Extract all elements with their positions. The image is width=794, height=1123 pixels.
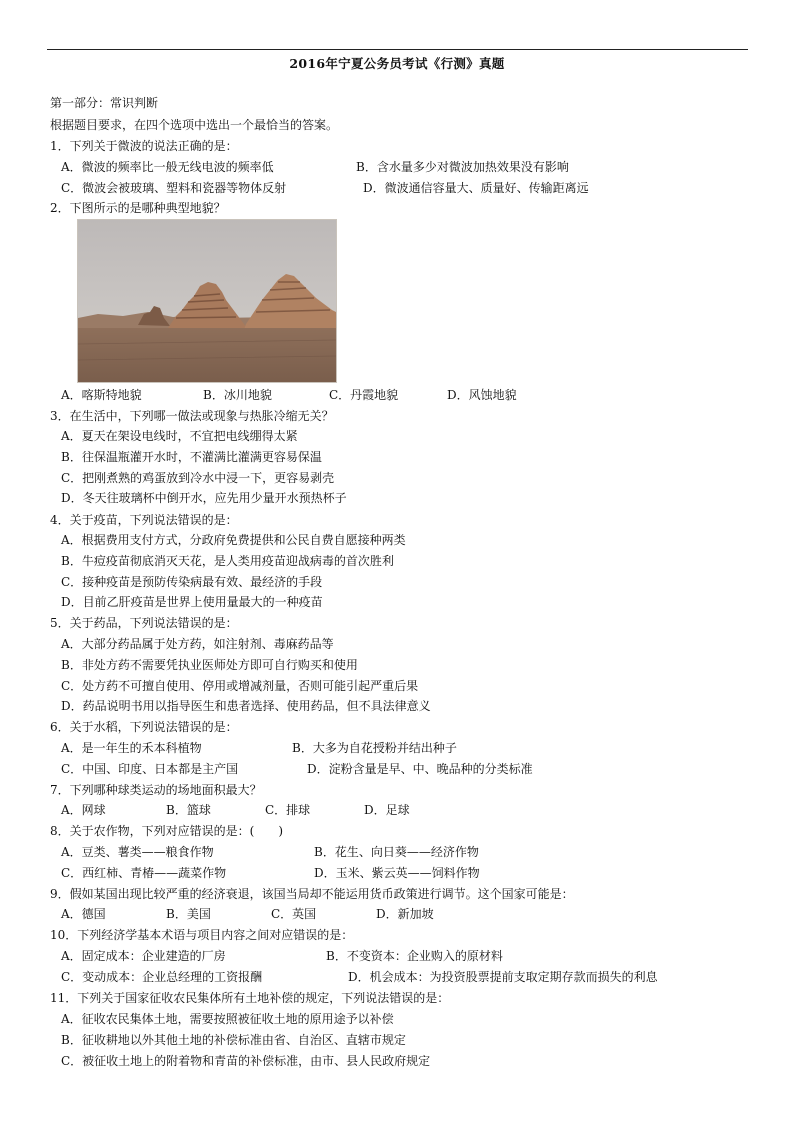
section-heading: 第一部分：常识判断 bbox=[50, 96, 159, 110]
question-stem-8: 8．关于农作物，下列对应错误的是：( ) bbox=[50, 824, 283, 838]
option-5b: B．非处方药不需要凭执业医师处方即可自行购买和使用 bbox=[61, 658, 358, 672]
option-10b: B．不变资本：企业购入的原材料 bbox=[326, 949, 503, 963]
question-stem-9: 9．假如某国出现比较严重的经济衰退，该国当局却不能运用货币政策进行调节。这个国家可能是： bbox=[50, 887, 574, 901]
option-10a: A．固定成本：企业建造的厂房 bbox=[61, 949, 226, 963]
option-5a: A．大部分药品属于处方药，如注射剂、毒麻药品等 bbox=[61, 637, 334, 651]
question-stem-3: 3．在生活中，下列哪一做法或现象与热胀冷缩无关？ bbox=[50, 409, 334, 423]
header-rule bbox=[47, 49, 748, 50]
option-4a: A．根据费用支付方式，分政府免费提供和公民自费自愿接种两类 bbox=[61, 533, 406, 547]
question-stem-10: 10．下列经济学基本术语与项目内容之间对应错误的是： bbox=[50, 928, 354, 942]
option-5d: D．药品说明书用以指导医生和患者选择、使用药品，但不具法律意义 bbox=[61, 699, 431, 713]
option-9a: A．德国 bbox=[61, 907, 106, 921]
option-3b: B．往保温瓶灌开水时，不灌满比灌满更容易保温 bbox=[61, 450, 322, 464]
option-10d: D．机会成本：为投资股票提前支取定期存款而损失的利息 bbox=[348, 970, 658, 984]
option-8b: B．花生、向日葵——经济作物 bbox=[314, 845, 479, 859]
option-11b: B．征收耕地以外其他土地的补偿标准由省、自治区、直辖市规定 bbox=[61, 1033, 406, 1047]
option-6d: D．淀粉含量是早、中、晚品种的分类标准 bbox=[307, 762, 533, 776]
option-6a: A．是一年生的禾本科植物 bbox=[61, 741, 202, 755]
option-2b: B．冰川地貌 bbox=[203, 388, 272, 402]
instruction-text: 根据题目要求，在四个选项中选出一个最恰当的答案。 bbox=[50, 118, 339, 132]
option-8c: C．西红柿、青椿——蔬菜作物 bbox=[61, 866, 227, 880]
option-2c: C．丹霞地貌 bbox=[329, 388, 399, 402]
question-stem-4: 4．关于疫苗，下列说法错误的是： bbox=[50, 513, 238, 527]
question-stem-11: 11．下列关于国家征收农民集体所有土地补偿的规定，下列说法错误的是： bbox=[50, 991, 450, 1005]
option-3a: A．夏天在架设电线时，不宜把电线绷得太紧 bbox=[61, 429, 298, 443]
option-7c: C．排球 bbox=[265, 803, 311, 817]
question-stem-2: 2．下图所示的是哪种典型地貌？ bbox=[50, 201, 226, 215]
option-6b: B．大多为自花授粉并结出种子 bbox=[292, 741, 457, 755]
option-9d: D．新加坡 bbox=[376, 907, 434, 921]
option-2d: D．风蚀地貌 bbox=[447, 388, 517, 402]
option-11a: A．征收农民集体土地，需要按照被征收土地的原用途予以补偿 bbox=[61, 1012, 394, 1026]
option-7d: D．足球 bbox=[364, 803, 410, 817]
question-stem-6: 6．关于水稻，下列说法错误的是： bbox=[50, 720, 238, 734]
option-2a: A．喀斯特地貌 bbox=[61, 388, 142, 402]
option-1a: A．微波的频率比一般无线电波的频率低 bbox=[61, 160, 274, 174]
option-1c: C．微波会被玻璃、塑料和瓷器等物体反射 bbox=[61, 181, 287, 195]
option-10c: C．变动成本：企业总经理的工资报酬 bbox=[61, 970, 263, 984]
option-9c: C．英国 bbox=[271, 907, 317, 921]
option-1b: B．含水量多少对微波加热效果没有影响 bbox=[356, 160, 569, 174]
page-title: 2016年宁夏公务员考试《行测》真题 bbox=[289, 56, 505, 71]
option-8a: A．豆类、薯类——粮食作物 bbox=[61, 845, 214, 859]
question-stem-5: 5．关于药品，下列说法错误的是： bbox=[50, 616, 238, 630]
option-4d: D．目前乙肝疫苗是世界上使用量最大的一种疫苗 bbox=[61, 595, 323, 609]
option-8d: D．玉米、紫云英——饲料作物 bbox=[314, 866, 480, 880]
option-11c: C．被征收土地上的附着物和青苗的补偿标准，由市、县人民政府规定 bbox=[61, 1054, 431, 1068]
option-4b: B．牛痘疫苗彻底消灭天花，是人类用疫苗迎战病毒的首次胜利 bbox=[61, 554, 394, 568]
option-3c: C．把刚煮熟的鸡蛋放到冷水中浸一下，更容易剥壳 bbox=[61, 471, 335, 485]
option-5c: C．处方药不可擅自使用、停用或增减剂量，否则可能引起严重后果 bbox=[61, 679, 419, 693]
landform-photo-svg bbox=[78, 220, 336, 382]
option-6c: C．中国、印度、日本都是主产国 bbox=[61, 762, 239, 776]
option-7b: B．篮球 bbox=[166, 803, 211, 817]
option-9b: B．美国 bbox=[166, 907, 211, 921]
question-stem-1: 1．下列关于微波的说法正确的是： bbox=[50, 139, 238, 153]
option-4c: C．接种疫苗是预防传染病最有效、最经济的手段 bbox=[61, 575, 323, 589]
option-1d: D．微波通信容量大、质量好、传输距离远 bbox=[363, 181, 589, 195]
landform-photo bbox=[77, 219, 337, 383]
option-7a: A．网球 bbox=[61, 803, 106, 817]
question-stem-7: 7．下列哪种球类运动的场地面积最大？ bbox=[50, 783, 262, 797]
option-3d: D．冬天往玻璃杯中倒开水，应先用少量开水预热杯子 bbox=[61, 491, 347, 505]
